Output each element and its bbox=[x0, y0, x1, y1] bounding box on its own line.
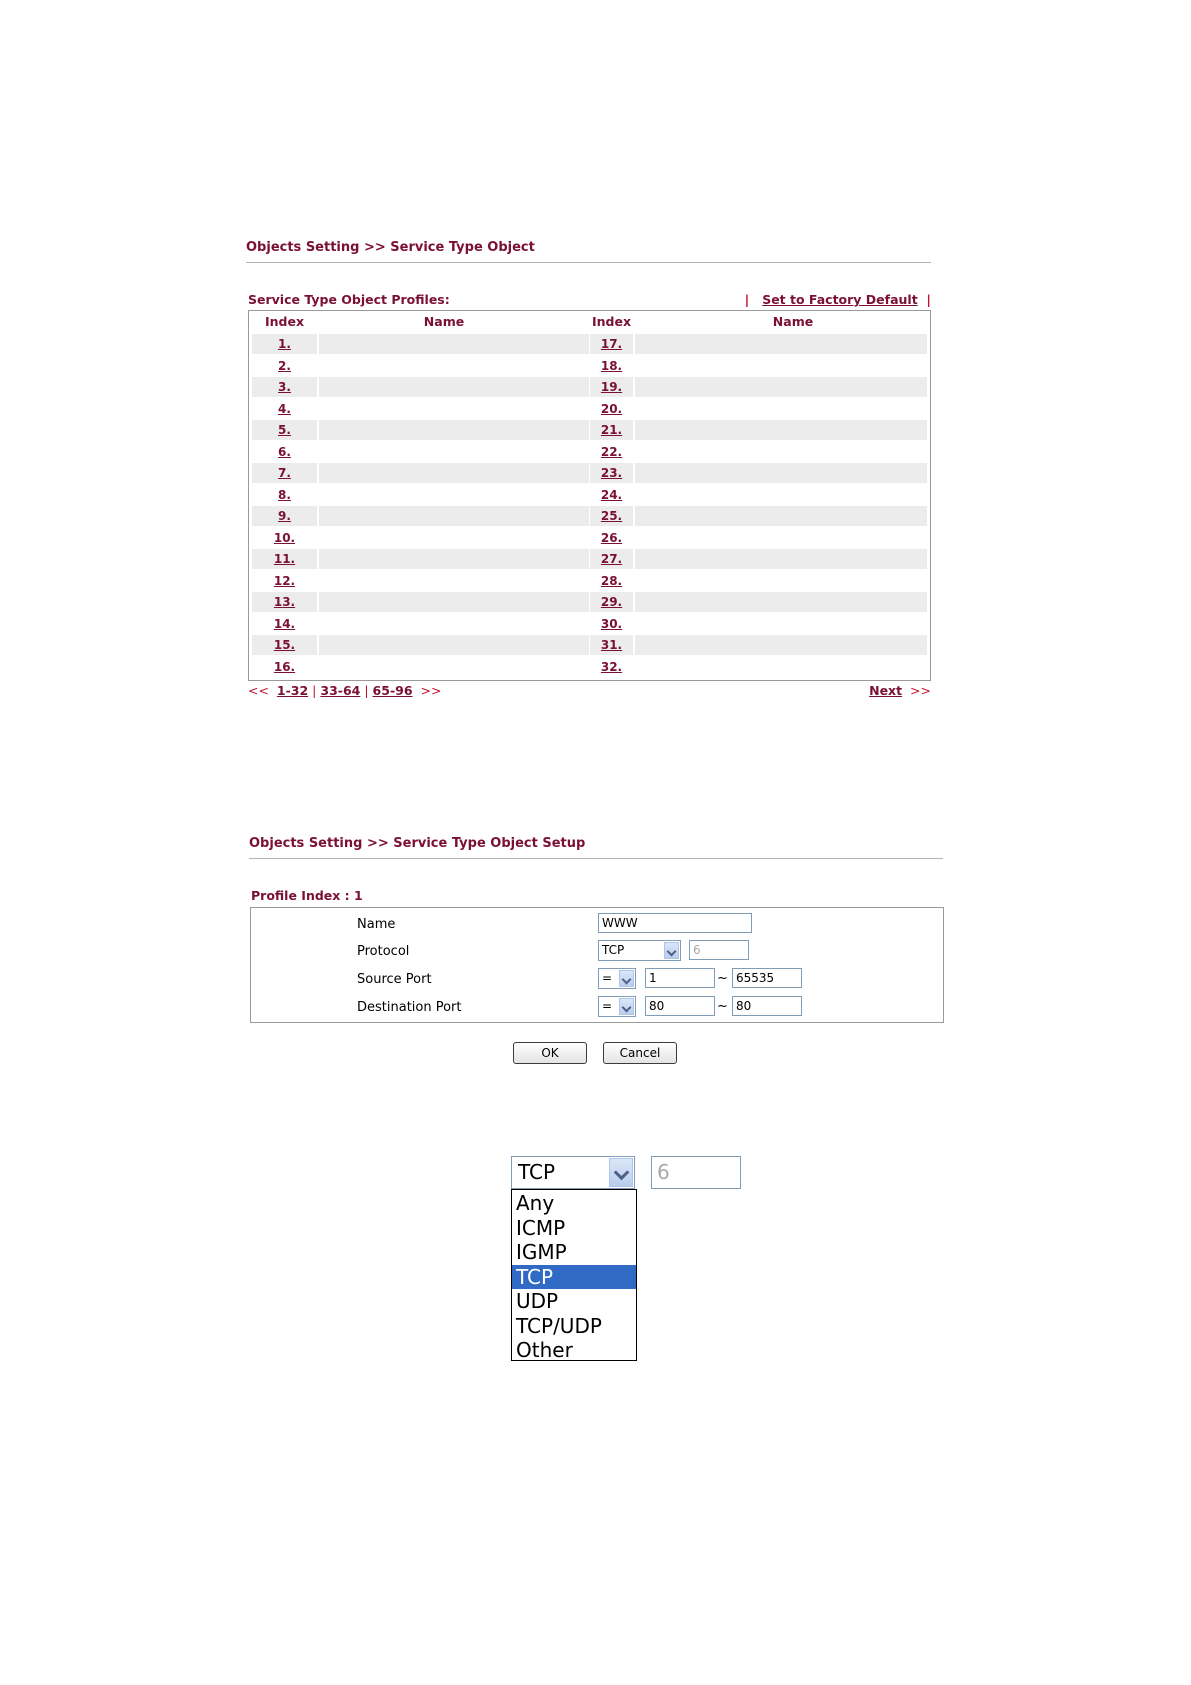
separator: | bbox=[312, 683, 317, 698]
index-cell bbox=[590, 485, 633, 505]
profile-name-cell bbox=[635, 549, 927, 569]
operator-value: = bbox=[602, 999, 613, 1013]
profile-name-cell bbox=[319, 356, 589, 376]
profile-name-cell bbox=[635, 463, 927, 483]
table-row bbox=[249, 549, 930, 570]
profile-index-link[interactable]: 24. bbox=[600, 487, 623, 502]
profile-name-cell bbox=[319, 334, 589, 354]
table-row bbox=[249, 485, 930, 506]
profile-name-cell bbox=[319, 420, 589, 440]
range-tilde: ~ bbox=[717, 999, 728, 1014]
index-cell bbox=[252, 657, 317, 677]
profile-name-cell bbox=[635, 635, 927, 655]
page-link-1-32[interactable]: 1-32 bbox=[276, 683, 309, 698]
profile-index-link[interactable]: 29. bbox=[600, 595, 623, 609]
profile-name-cell bbox=[635, 485, 927, 505]
title-divider bbox=[246, 262, 931, 263]
profile-index-link[interactable]: 16. bbox=[273, 659, 296, 674]
profile-name-cell bbox=[319, 549, 589, 569]
page-link-33-64[interactable]: 33-64 bbox=[320, 683, 361, 698]
profile-index-link[interactable]: 22. bbox=[600, 444, 623, 459]
profile-index-link[interactable]: 12. bbox=[273, 573, 296, 588]
index-cell bbox=[590, 377, 633, 397]
pagination bbox=[248, 683, 931, 699]
column-header-index: Index bbox=[591, 314, 632, 329]
index-cell bbox=[252, 442, 317, 462]
section-title: Service Type Object Profiles: bbox=[248, 292, 450, 307]
profile-name-cell bbox=[319, 635, 589, 655]
index-cell bbox=[252, 399, 317, 419]
protocol-option[interactable]: UDP bbox=[516, 1289, 559, 1313]
index-cell bbox=[590, 463, 633, 483]
profile-name-cell bbox=[635, 420, 927, 440]
profile-name-cell bbox=[635, 399, 927, 419]
destination-port-end-input[interactable]: 80 bbox=[732, 996, 802, 1016]
table-row bbox=[249, 377, 930, 398]
profile-name-cell bbox=[635, 657, 927, 677]
index-cell bbox=[252, 528, 317, 548]
index-cell bbox=[252, 334, 317, 354]
profile-name-cell bbox=[319, 657, 589, 677]
profile-index-link[interactable]: 9. bbox=[278, 509, 291, 523]
breadcrumb-list: Objects Setting >> Service Type Object bbox=[246, 240, 535, 255]
profile-index-link[interactable]: 10. bbox=[273, 530, 296, 545]
profile-index-link[interactable]: 15. bbox=[273, 638, 296, 652]
protocol-option[interactable]: IGMP bbox=[516, 1240, 567, 1264]
profile-index-link[interactable]: 17. bbox=[600, 337, 623, 351]
profile-index-link[interactable]: 31. bbox=[600, 638, 623, 652]
factory-default-group bbox=[745, 292, 931, 307]
range-tilde: ~ bbox=[717, 971, 728, 986]
profile-name-cell bbox=[635, 377, 927, 397]
index-cell bbox=[590, 399, 633, 419]
profile-index-link[interactable]: 27. bbox=[600, 552, 623, 566]
profile-index-label: Profile Index : 1 bbox=[251, 888, 363, 903]
destination-port-operator-select[interactable] bbox=[598, 996, 636, 1017]
separator: | bbox=[926, 292, 931, 307]
protocol-value: TCP bbox=[602, 943, 625, 957]
separator: | bbox=[364, 683, 369, 698]
index-cell bbox=[252, 549, 317, 569]
dropdown-selected-value: TCP bbox=[518, 1160, 556, 1184]
profile-name-cell bbox=[635, 528, 927, 548]
profile-index-link[interactable]: 32. bbox=[600, 659, 623, 674]
page-link-65-96[interactable]: 65-96 bbox=[372, 683, 413, 698]
table-row bbox=[249, 442, 930, 463]
profile-index-link[interactable]: 30. bbox=[600, 616, 623, 631]
destination-port-start-input[interactable]: 80 bbox=[645, 996, 715, 1016]
table-row bbox=[249, 506, 930, 527]
profile-index-link[interactable]: 26. bbox=[600, 530, 623, 545]
column-header-index: Index bbox=[264, 314, 305, 329]
profile-index-link[interactable]: 13. bbox=[273, 595, 296, 609]
index-cell bbox=[252, 635, 317, 655]
destination-port-label: Destination Port bbox=[357, 1000, 462, 1015]
setup-form bbox=[250, 907, 944, 1023]
profiles-header bbox=[248, 292, 931, 308]
profile-name-cell bbox=[635, 442, 927, 462]
source-port-start-input[interactable]: 1 bbox=[645, 968, 715, 988]
profile-index-link[interactable]: 2. bbox=[278, 358, 291, 373]
chevron-down-icon bbox=[664, 942, 679, 959]
protocol-option[interactable]: TCP bbox=[512, 1265, 636, 1289]
profile-index-link[interactable]: 28. bbox=[600, 573, 623, 588]
cancel-button[interactable]: Cancel bbox=[603, 1042, 677, 1064]
profile-name-cell bbox=[319, 485, 589, 505]
index-cell bbox=[590, 506, 633, 526]
prev-arrows: << bbox=[248, 683, 269, 698]
profile-index-link[interactable]: 14. bbox=[273, 616, 296, 631]
index-cell bbox=[590, 635, 633, 655]
profile-index-link[interactable]: 8. bbox=[278, 487, 291, 502]
index-cell bbox=[252, 356, 317, 376]
index-cell bbox=[590, 334, 633, 354]
profile-index-link[interactable]: 11. bbox=[273, 552, 296, 566]
profile-index-link[interactable]: 18. bbox=[600, 358, 623, 373]
index-cell bbox=[252, 463, 317, 483]
profile-name-cell bbox=[319, 528, 589, 548]
title-divider bbox=[249, 858, 943, 859]
profile-name-cell bbox=[319, 592, 589, 612]
table-row bbox=[249, 635, 930, 656]
protocol-select[interactable] bbox=[598, 940, 681, 961]
protocol-number-input-zoom: 6 bbox=[651, 1156, 741, 1189]
table-header bbox=[249, 314, 930, 331]
source-port-operator-select[interactable] bbox=[598, 968, 636, 989]
protocol-options-list bbox=[511, 1189, 637, 1361]
index-cell bbox=[590, 549, 633, 569]
profile-index-link[interactable]: 3. bbox=[278, 380, 291, 394]
profile-name-cell bbox=[635, 334, 927, 354]
profile-name-cell bbox=[635, 592, 927, 612]
table-row bbox=[249, 571, 930, 592]
table-row bbox=[249, 614, 930, 635]
index-cell bbox=[252, 420, 317, 440]
breadcrumb-setup: Objects Setting >> Service Type Object Setup bbox=[249, 836, 586, 851]
profile-index-link[interactable]: 7. bbox=[278, 466, 291, 480]
profile-name-cell bbox=[319, 571, 589, 591]
protocol-label: Protocol bbox=[357, 944, 410, 959]
table-row bbox=[249, 334, 930, 355]
protocol-number-input: 6 bbox=[689, 940, 749, 960]
index-cell bbox=[590, 571, 633, 591]
profile-index-link[interactable]: 1. bbox=[278, 337, 291, 351]
index-cell bbox=[590, 528, 633, 548]
name-input[interactable]: WWW bbox=[598, 913, 752, 933]
profile-name-cell bbox=[319, 377, 589, 397]
profile-index-link[interactable]: 4. bbox=[278, 401, 291, 416]
source-port-end-input[interactable]: 65535 bbox=[732, 968, 802, 988]
profile-index-link[interactable]: 23. bbox=[600, 466, 623, 480]
profile-index-link[interactable]: 25. bbox=[600, 509, 623, 523]
next-arrows: >> bbox=[910, 683, 931, 698]
index-cell bbox=[252, 571, 317, 591]
index-cell bbox=[590, 657, 633, 677]
profile-name-cell bbox=[319, 614, 589, 634]
separator: | bbox=[744, 292, 750, 307]
profile-name-cell bbox=[635, 571, 927, 591]
index-cell bbox=[590, 592, 633, 612]
index-cell bbox=[590, 614, 633, 634]
protocol-option[interactable]: Other bbox=[516, 1338, 573, 1362]
index-cell bbox=[252, 485, 317, 505]
chevron-down-icon bbox=[619, 970, 634, 987]
column-header-name: Name bbox=[772, 314, 814, 329]
name-label: Name bbox=[357, 917, 396, 932]
profile-index-link[interactable]: 20. bbox=[600, 401, 623, 416]
profile-index-link[interactable]: 19. bbox=[600, 380, 623, 394]
table-row bbox=[249, 528, 930, 549]
set-to-factory-default-link[interactable]: Set to Factory Default bbox=[762, 292, 918, 307]
index-cell bbox=[590, 420, 633, 440]
profile-name-cell bbox=[635, 356, 927, 376]
index-cell bbox=[590, 442, 633, 462]
operator-value: = bbox=[602, 971, 613, 985]
index-cell bbox=[252, 377, 317, 397]
protocol-option[interactable]: TCP/UDP bbox=[516, 1313, 602, 1338]
profile-name-cell bbox=[635, 614, 927, 634]
profile-name-cell bbox=[319, 463, 589, 483]
protocol-option[interactable]: ICMP bbox=[516, 1215, 566, 1240]
chevron-down-icon bbox=[619, 998, 634, 1015]
index-cell bbox=[252, 614, 317, 634]
table-row bbox=[249, 420, 930, 441]
index-cell bbox=[252, 592, 317, 612]
index-cell bbox=[252, 506, 317, 526]
profile-name-cell bbox=[319, 442, 589, 462]
table-row bbox=[249, 399, 930, 420]
more-arrows: >> bbox=[420, 683, 442, 698]
ok-button[interactable]: OK bbox=[513, 1042, 587, 1064]
profile-index-link[interactable]: 6. bbox=[278, 444, 291, 459]
table-row bbox=[249, 657, 930, 678]
chevron-down-icon bbox=[609, 1158, 633, 1187]
index-cell bbox=[590, 356, 633, 376]
column-header-name: Name bbox=[423, 314, 465, 329]
profile-name-cell bbox=[319, 506, 589, 526]
profile-index-link[interactable]: 21. bbox=[600, 423, 623, 437]
next-link[interactable]: Next bbox=[869, 683, 903, 698]
profiles-table bbox=[248, 310, 931, 681]
profile-name-cell bbox=[319, 399, 589, 419]
table-row bbox=[249, 356, 930, 377]
protocol-dropdown[interactable] bbox=[511, 1156, 635, 1189]
protocol-option[interactable]: Any bbox=[516, 1191, 555, 1215]
profile-name-cell bbox=[635, 506, 927, 526]
table-row bbox=[249, 592, 930, 613]
profile-index-link[interactable]: 5. bbox=[278, 423, 291, 437]
table-row bbox=[249, 463, 930, 484]
source-port-label: Source Port bbox=[357, 972, 432, 987]
next-group bbox=[869, 683, 931, 698]
